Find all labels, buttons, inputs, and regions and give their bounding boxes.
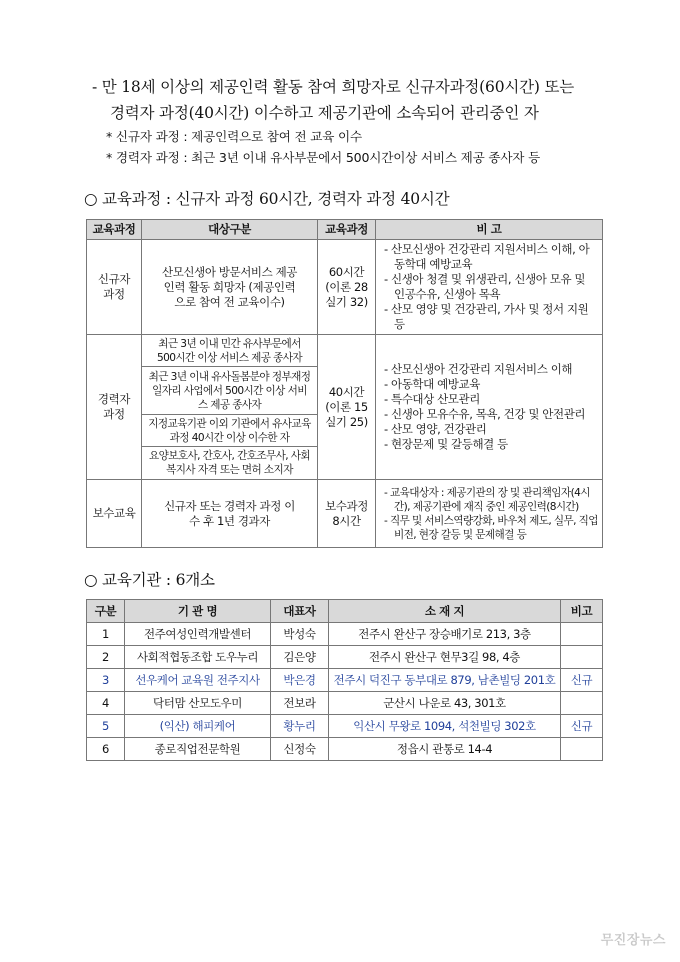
note-item: - 아동학대 예방교육 [384,377,480,391]
watermark: 무진장뉴스 [600,933,666,948]
note-item: - 교육대상자 : 제공기관의 장 및 관리책임자(4시간), 제공기관에 재직 중인 제공인력(8시간) [384,486,590,513]
intro-note-experienced: * 경력자 과정 : 최근 3년 이내 유사부문에서 500시간이상 서비스 제공 종사자 등 [106,150,541,165]
course-hours-new: 60시간 (이론 28 실기 32) [318,240,376,335]
header-target: 대상구분 [142,220,318,240]
section-title-courses: ○ 교육과정 : 신규자 과정 60시간, 경력자 과정 40시간 [84,190,450,208]
row-addr: 전주시 완산구 현무3길 98, 4층 [329,646,561,669]
header-addr: 소 재 지 [329,600,561,623]
intro-line-2: 경력자 과정(40시간) 이수하고 제공기관에 소속되어 관리중인 자 [110,104,539,122]
row-name: 종로직업전문학원 [125,738,271,761]
row-name: (익산) 해피케어 [125,715,271,738]
note-item: - 신생아 모유수유, 목욕, 건강 및 안전관리 [384,407,586,421]
course-target-experienced-3: 지정교육기관 이외 기관에서 유사교육과정 40시간 이상 이수한 자 [142,415,318,447]
row-rep: 신정숙 [271,738,329,761]
course-notes-new [376,240,603,335]
row-rep: 김은양 [271,646,329,669]
row-note [561,646,603,669]
row-no: 1 [87,623,125,646]
course-name-refresher: 보수교육 [87,480,142,548]
note-item: - 산모신생아 건강관리 지원서비스 이해 [384,362,573,376]
table-row [87,669,603,692]
table-row [87,715,603,738]
row-no: 2 [87,646,125,669]
row-no: 5 [87,715,125,738]
row-addr: 전주시 완산구 장승배기로 213, 3층 [329,623,561,646]
table-row [87,692,603,715]
course-row-refresher [87,480,603,548]
course-target-new: 산모신생아 방문서비스 제공인력 활동 희망자 (제공인력으로 참여 전 교육이수) [142,240,318,335]
row-note [561,623,603,646]
section-title-institutions: ○ 교육기관 : 6개소 [84,571,215,589]
institutions-body [87,623,603,761]
row-addr: 전주시 덕진구 동부대로 879, 남촌빌딩 201호 [329,669,561,692]
row-note [561,692,603,715]
intro-note-new: * 신규자 과정 : 제공인력으로 참여 전 교육 이수 [106,129,362,144]
courses-header-row [87,220,603,240]
course-hours-experienced: 40시간 (이론 15 실기 25) [318,335,376,480]
row-note: 신규 [561,715,603,738]
row-no: 6 [87,738,125,761]
note-item: - 산모신생아 건강관리 지원서비스 이해, 아동학대 예방교육 [384,242,590,271]
note-item: - 특수대상 산모관리 [384,392,480,406]
row-note [561,738,603,761]
row-rep: 전보라 [271,692,329,715]
note-item: - 신생아 청결 및 위생관리, 신생아 모유 및 인공수유, 신생아 목욕 [384,272,586,301]
row-name: 전주여성인력개발센터 [125,623,271,646]
note-item: - 산모 영양, 건강관리 [384,422,487,436]
row-name: 사회적협동조합 도우누리 [125,646,271,669]
table-row [87,623,603,646]
course-notes-refresher [376,480,603,548]
course-notes-experienced [376,335,603,480]
row-addr: 군산시 나운로 43, 301호 [329,692,561,715]
row-no: 3 [87,669,125,692]
course-name-experienced: 경력자 과정 [87,335,142,480]
row-note: 신규 [561,669,603,692]
course-target-experienced-1: 최근 3년 이내 민간 유사부문에서 500시간 이상 서비스 제공 종사자 [142,335,318,367]
row-addr: 정읍시 관통로 14-4 [329,738,561,761]
note-item: - 산모 영양 및 건강관리, 가사 및 정서 지원 등 [384,302,589,331]
course-row-new [87,240,603,335]
note-item: - 현장문제 및 갈등해결 등 [384,437,508,451]
course-row-experienced-1 [87,335,603,367]
table-row [87,646,603,669]
header-notes: 비 고 [376,220,603,240]
table-row [87,738,603,761]
header-name: 기 관 명 [125,600,271,623]
header-note: 비고 [561,600,603,623]
row-addr: 익산시 무왕로 1094, 석천빌딩 302호 [329,715,561,738]
row-rep: 박성숙 [271,623,329,646]
course-hours-refresher: 보수과정 8시간 [318,480,376,548]
row-name: 닥터맘 산모도우미 [125,692,271,715]
note-item: - 직무 및 서비스역량강화, 바우처 제도, 실무, 직업비전, 현장 갈등 및 문제해결 등 [384,514,598,541]
header-course: 교육과정 [87,220,142,240]
intro-block [92,74,632,168]
row-no: 4 [87,692,125,715]
header-no: 구분 [87,600,125,623]
courses-table [86,219,603,548]
header-hours: 교육과정 [318,220,376,240]
row-rep: 박은경 [271,669,329,692]
course-target-experienced-2: 최근 3년 이내 유사돌봄분야 정부재정일자리 사업에서 500시간 이상 서비스 제공 종사자 [142,367,318,415]
institutions-table [86,599,603,761]
course-name-new: 신규자 과정 [87,240,142,335]
course-target-experienced-4: 요양보호사, 간호사, 간호조무사, 사회복지사 자격 또는 면허 소지자 [142,447,318,480]
intro-line-1: - 만 18세 이상의 제공인력 활동 참여 희망자로 신규자과정(60시간) 또는 [92,78,575,96]
institutions-header-row [87,600,603,623]
course-target-refresher: 신규자 또는 경력자 과정 이수 후 1년 경과자 [142,480,318,548]
row-rep: 황누리 [271,715,329,738]
header-rep: 대표자 [271,600,329,623]
row-name: 선우케어 교육원 전주지사 [125,669,271,692]
